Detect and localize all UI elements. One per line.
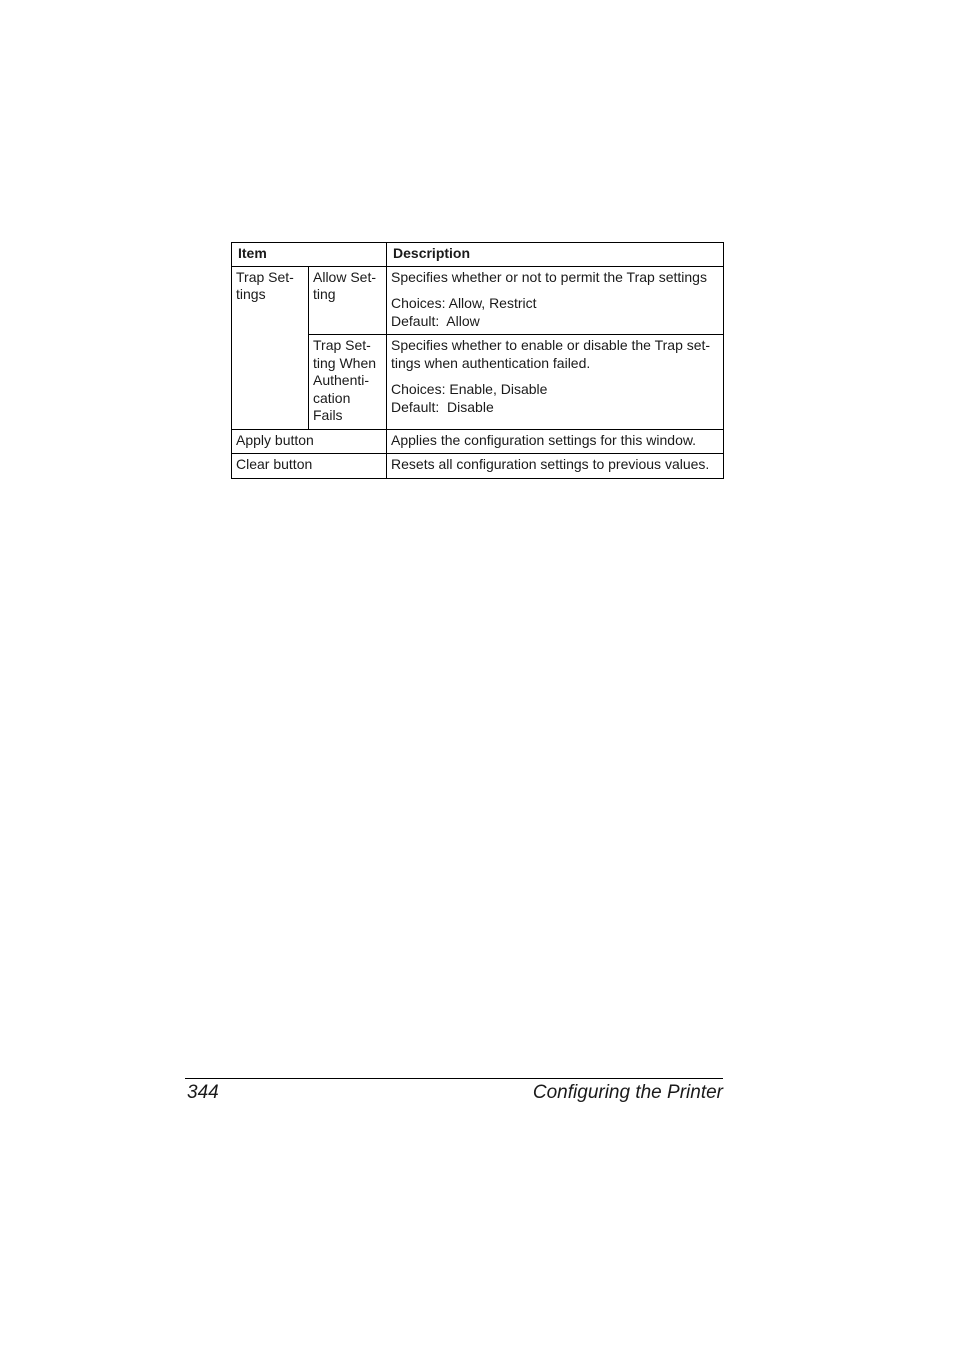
item-clear-button: Clear button [232, 454, 387, 479]
page-number: 344 [187, 1082, 219, 1103]
description-text: Specifies whether or not to permit the Trap settings [391, 268, 707, 285]
description-trap-setting-auth-fails [387, 335, 724, 430]
table-row [232, 266, 724, 335]
description-apply-button: Applies the configuration settings for this window. [387, 429, 724, 454]
default-text: Default: Disable [391, 398, 494, 415]
header-description: Description [387, 243, 724, 267]
choices-text: Choices: Enable, Disable [391, 381, 548, 397]
item-allow-setting: Allow Set- ting [309, 266, 387, 335]
settings-table [231, 242, 724, 479]
item-apply-button: Apply button [232, 429, 387, 454]
table-header-row [232, 243, 724, 267]
description-clear-button: Resets all configuration settings to previous values. [387, 454, 724, 479]
description-allow-setting [387, 266, 724, 335]
group-trap-settings: Trap Set- tings [232, 266, 309, 429]
section-title: Configuring the Printer [532, 1082, 723, 1103]
footer-divider [185, 1078, 723, 1079]
item-trap-setting-auth-fails: Trap Set- ting When Authenti- cation Fails [309, 335, 387, 430]
table-row [232, 429, 724, 454]
description-text: Specifies whether to enable or disable the Trap set- tings when authentication failed. [391, 337, 711, 371]
default-text: Default: Allow [391, 312, 480, 329]
choices-text: Choices: Allow, Restrict [391, 295, 537, 311]
header-item: Item [232, 243, 387, 267]
table-row [232, 454, 724, 479]
